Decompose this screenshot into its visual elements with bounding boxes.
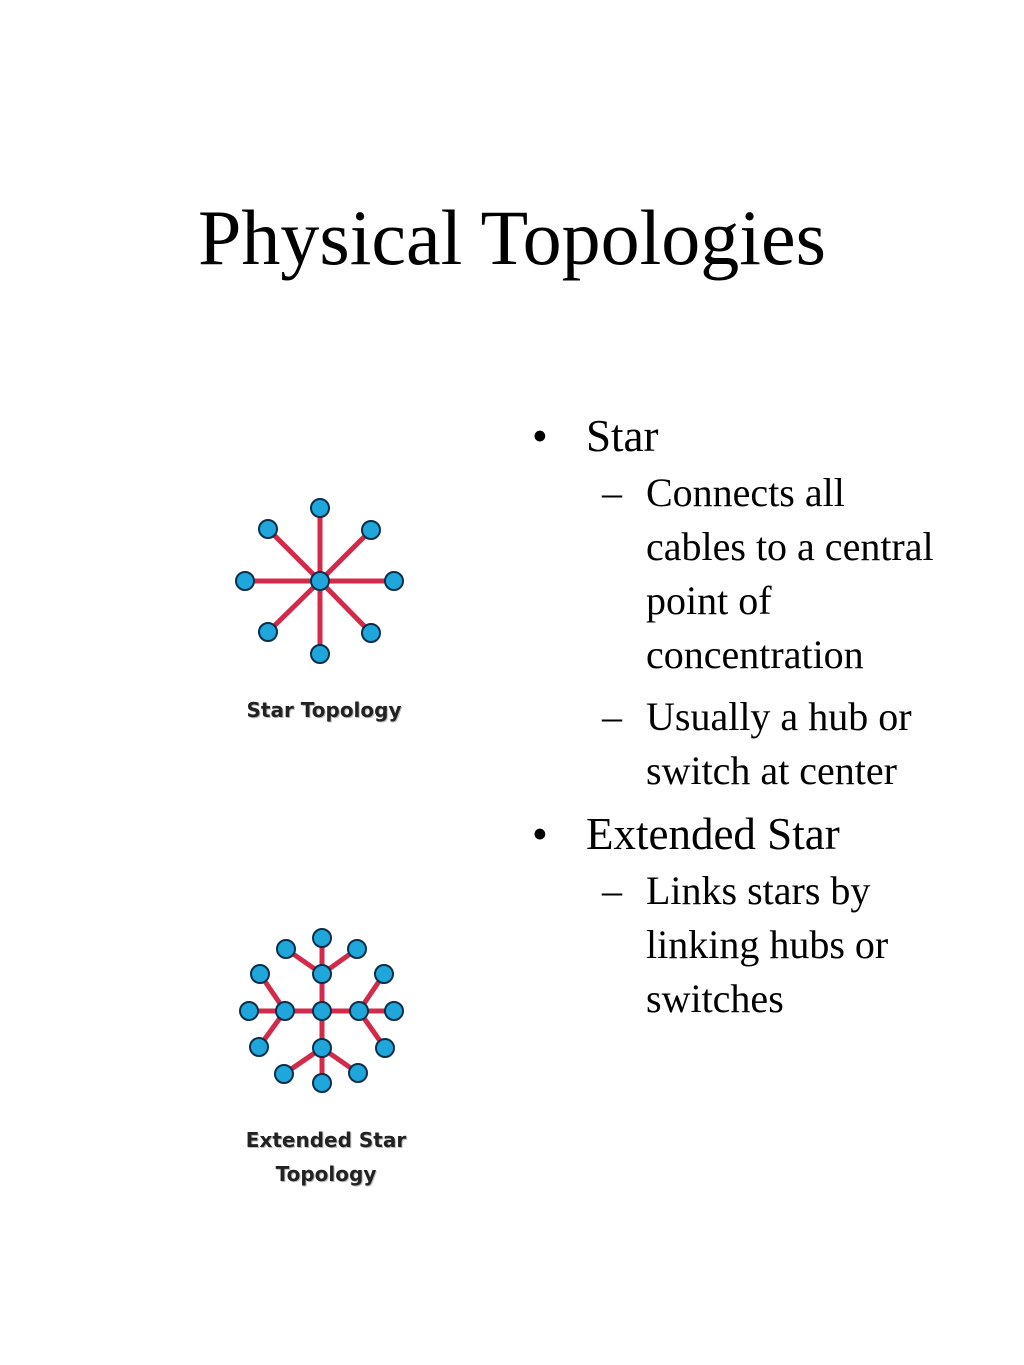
bullet-text: Star [586, 411, 659, 461]
star-node [311, 499, 329, 517]
star-node [362, 624, 380, 642]
sub-bullet-list [586, 466, 1010, 798]
bullet-item [530, 806, 1010, 1026]
ext-hub-node [313, 965, 331, 983]
star-link [268, 529, 320, 581]
star-link [268, 581, 320, 632]
caption-line: Topology [275, 1162, 377, 1186]
star-link [320, 581, 371, 633]
ext-node [313, 1074, 331, 1092]
dash-icon: – [602, 470, 622, 515]
ext-hub-node [350, 1002, 368, 1020]
bullet-item [530, 408, 1010, 798]
star-node [259, 520, 277, 538]
caption-line: Extended Star [245, 1128, 407, 1152]
ext-node [348, 940, 366, 958]
ext-node [375, 965, 393, 983]
ext-node [250, 1038, 268, 1056]
ext-node [277, 940, 295, 958]
bullet-text: Extended Star [586, 809, 840, 859]
sub-bullet-text: Connects all cables to a central point of concentration [646, 470, 934, 677]
sub-bullet-item [586, 466, 946, 682]
sub-bullet-list [586, 864, 1010, 1026]
bullet-dot-icon: • [532, 809, 548, 859]
sub-bullet-item [586, 864, 946, 1026]
bullet-dot-icon: • [532, 411, 548, 461]
star-topology-diagram [222, 490, 418, 672]
ext-node [385, 1002, 403, 1020]
slide-title: Physical Topologies [198, 194, 826, 281]
extended-star-topology-caption [206, 1123, 446, 1191]
star-topology-caption: Star Topology [246, 698, 402, 722]
bullet-list [530, 408, 1010, 1034]
sub-bullet-text: Links stars by linking hubs or switches [646, 868, 889, 1021]
ext-node [376, 1039, 394, 1057]
ext-hub-node [276, 1002, 294, 1020]
star-node [259, 623, 277, 641]
extended-star-topology-diagram [222, 918, 422, 1104]
ext-node [275, 1065, 293, 1083]
star-node [311, 645, 329, 663]
sub-bullet-item [586, 690, 946, 798]
dash-icon: – [602, 694, 622, 739]
ext-node [313, 929, 331, 947]
ext-hub-node [313, 1002, 331, 1020]
star-node [385, 572, 403, 590]
ext-node [251, 965, 269, 983]
sub-bullet-text: Usually a hub or switch at center [646, 694, 912, 793]
ext-node [240, 1002, 258, 1020]
ext-hub-node [313, 1039, 331, 1057]
star-link [320, 530, 371, 581]
star-node [362, 521, 380, 539]
ext-node [349, 1064, 367, 1082]
star-node [236, 572, 254, 590]
star-hub-node [311, 572, 329, 590]
dash-icon: – [602, 868, 622, 913]
